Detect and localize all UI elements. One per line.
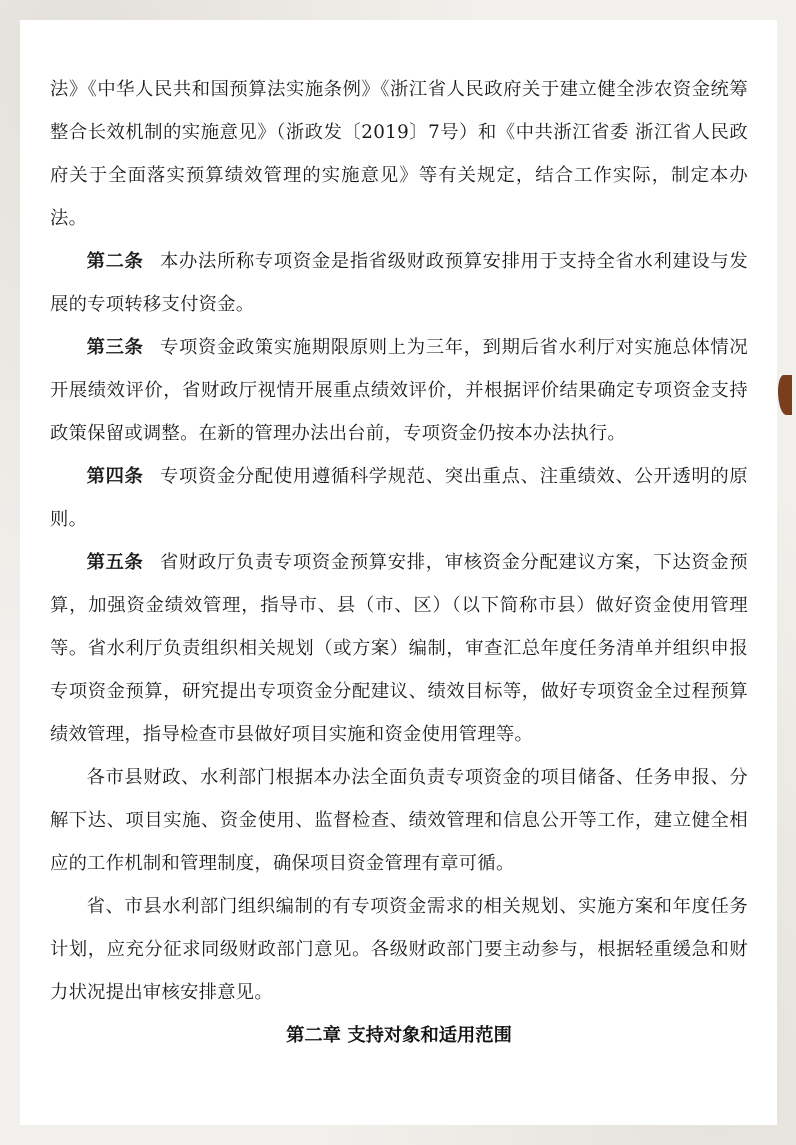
article-4 <box>50 455 748 541</box>
article-text: 专项资金分配使用遵循科学规范、突出重点、注重绩效、公开透明的原则。 <box>50 466 748 530</box>
article-3 <box>50 326 748 455</box>
article-text: 省财政厅负责专项资金预算安排，审核资金分配建议方案，下达资金预算，加强资金绩效管理，指导市、县（市、区）（以下简称市县）做好资金使用管理等。省水利厅负责组织相关规划（或方案）编制，审查汇总年度任务清单并组织申报专项资金预算，研究提出专项资金分配建议、绩效目标等，做好专项资金全过程预算绩效管理，指导检查市县做好项目实施和资金使用管理等。 <box>50 552 748 745</box>
chapter-title: 第二章 支持对象和适用范围 <box>286 1025 512 1046</box>
article-number: 第二条 <box>86 251 144 272</box>
article-number: 第五条 <box>86 552 144 573</box>
article-2 <box>50 240 748 326</box>
paragraph-local-departments: 各市县财政、水利部门根据本办法全面负责专项资金的项目储备、任务申报、分解下达、项目实施、资金使用、监督检查、绩效管理和信息公开等工作，建立健全相应的工作机制和管理制度，确保项目资金管理有章可循。 <box>50 767 748 874</box>
document-page <box>20 20 777 1125</box>
article-text: 专项资金政策实施期限原则上为三年，到期后省水利厅对实施总体情况开展绩效评价，省财政厅视情开展重点绩效评价，并根据评价结果确定专项资金支持政策保留或调整。在新的管理办法出台前，专项资金仍按本办法执行。 <box>50 337 748 444</box>
article-number: 第四条 <box>86 466 144 487</box>
decorative-brush-mark <box>778 375 792 415</box>
paragraph-intro-continuation: 法》《中华人民共和国预算法实施条例》《浙江省人民政府关于建立健全涉农资金统筹整合长效机制的实施意见》（浙政发〔2019〕7号）和《中共浙江省委 浙江省人民政府关于全面落实预算绩效管理的实施意见》等有关规定，结合工作实际，制定本办法。 <box>50 79 748 229</box>
article-5 <box>50 541 748 756</box>
paragraph-planning: 省、市县水利部门组织编制的有专项资金需求的相关规划、实施方案和年度任务计划，应充分征求同级财政部门意见。各级财政部门要主动参与，根据轻重缓急和财力状况提出审核安排意见。 <box>50 896 748 1003</box>
article-number: 第三条 <box>86 337 144 358</box>
article-text: 本办法所称专项资金是指省级财政预算安排用于支持全省水利建设与发展的专项转移支付资金。 <box>50 251 748 315</box>
